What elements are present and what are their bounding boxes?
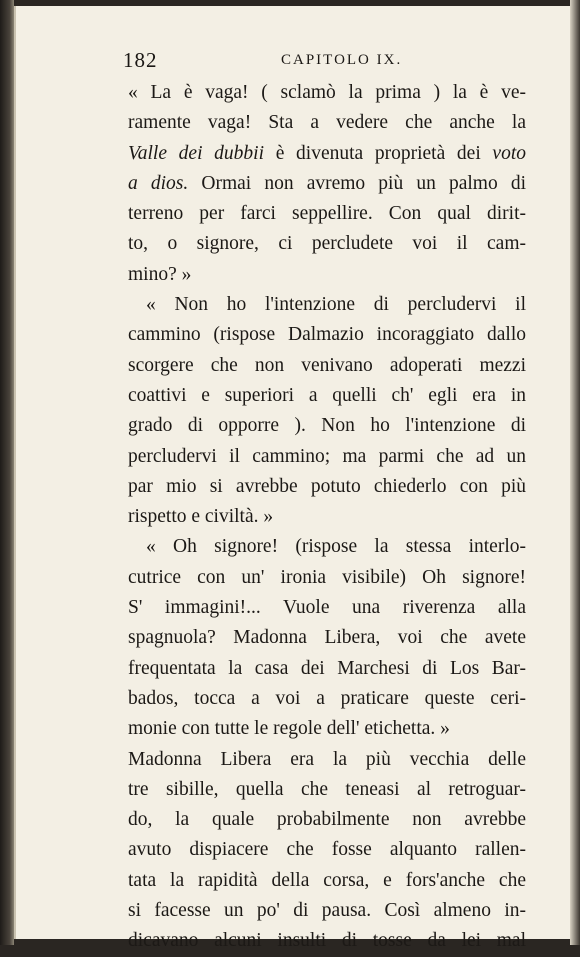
text-line: do, la quale probabilmente non avrebbe [128,809,526,831]
text-line: bados, tocca a voi a praticare queste ceri- [128,687,526,709]
text-line: cutrice con un' ironia visibile) Oh signore! [128,566,526,588]
text-line: frequentata la casa dei Marchesi di Los Bar- [128,657,526,679]
text-line: « Non ho l'intenzione di percludervi il [146,294,526,316]
text-line: grado di opporre ). Non ho l'intenzione di [128,415,526,437]
italic-phrase: Valle dei dubbii [128,142,265,164]
text-line: scorgere che non venivano adoperati mezzi [128,354,526,376]
body-text [128,78,526,957]
running-head: CAPITOLO IX. [281,52,403,68]
text-line: tre sibille, quella che teneasi al retroguar- [128,778,526,800]
italic-phrase: voto [492,142,526,164]
text-line: dicavano alcuni insulti di tosse da lei mal [128,930,526,952]
text-line: spagnuola? Madonna Libera, voi che avete [128,627,526,649]
book-gutter-shadow [0,0,14,945]
text-line: to, o signore, ci percludete voi il cam- [128,233,526,255]
text-line: Madonna Libera era la più vecchia delle [128,748,526,770]
text-line: S' immagini!... Vuole una riverenza alla [128,597,526,619]
text-segment: è divenuta proprietà dei [264,142,493,164]
text-line: par mio si avrebbe potuto chiederlo con più [128,475,526,497]
text-line: percludervi il cammino; ma parmi che ad un [128,445,526,467]
page-header [123,48,523,72]
text-line: tata la rapidità della corsa, e fors'anche che [128,869,526,891]
text-segment: Ormai non avremo più un palmo di [188,172,526,194]
text-line: « La è vaga! ( sclamò la prima ) la è ve- [128,82,526,103]
text-line [128,169,526,199]
page-number: 182 [123,48,158,72]
text-line: « Oh signore! (rispose la stessa interlo- [146,536,526,558]
text-line: cammino (rispose Dalmazio incoraggiato dallo [128,324,526,346]
italic-phrase: a dios. [128,172,189,194]
text-line: si facesse un po' di pausa. Così almeno in- [128,900,526,922]
text-line: avuto dispiacere che fosse alquanto rallen- [128,839,526,861]
text-line: monie con tutte le regole dell' etichetta. » [128,718,450,740]
text-line: coattivi e superiori a quelli ch' egli era in [128,384,526,406]
text-line: ramente vaga! Sta a vedere che anche la [128,112,526,134]
page-edge [570,0,580,945]
text-line: terreno per farci seppellire. Con qual dirit- [128,203,526,225]
text-line [128,139,526,169]
text-line: mino? » [128,263,192,285]
text-line: rispetto e civiltà. » [128,506,274,528]
